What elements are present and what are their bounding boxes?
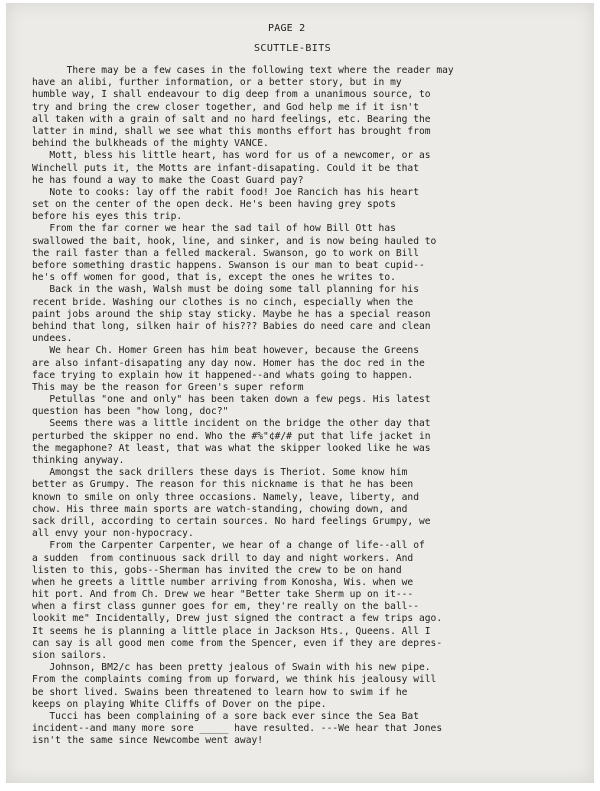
text-line: better as Grumpy. The reason for this nickname is that he has been — [32, 479, 414, 491]
text-line: when a first class gunner goes for em, they're really on the ball-- — [32, 601, 419, 613]
column-title: SCUTTLE-BITS — [254, 43, 332, 54]
text-line: paint jobs around the ship stay sticky. Maybe he has a special reason — [32, 308, 431, 320]
text-line: isn't the same since Newcombe went away! — [32, 735, 264, 747]
text-line: incident--and many more sore _____ have resulted. ---We hear that Jones — [32, 723, 443, 735]
text-line: From the Carpenter Carpenter, we hear of a change of life--all of — [32, 540, 425, 552]
text-line: be short lived. Swains been threatened to learn how to swim if he — [32, 686, 408, 698]
text-line: listen to this, gobs--Sherman has invited the crew to be on hand — [32, 564, 402, 576]
text-line: try and bring the crew closer together, and God help me if it isn't — [32, 101, 419, 113]
text-line: latter in mind, shall we see what this months effort has brought from — [32, 125, 431, 137]
text-line: the megaphone? At least, that was what the skipper looked like he was — [32, 442, 431, 454]
text-line: are also infant-disapating any day now. Homer has the doc red in the — [32, 357, 425, 369]
text-line: This may be the reason for Green's super reform — [32, 381, 304, 393]
body-text — [32, 65, 584, 748]
text-line: Amongst the sack drillers these days is Theriot. Some know him — [32, 467, 408, 479]
text-line: he's off women for good, that is, except the ones he writes to. — [32, 272, 396, 284]
text-line: keeps on playing White Cliffs of Dover on the pipe. — [32, 698, 327, 710]
text-line: known to smile on only three occasions. Namely, leave, liberty, and — [32, 491, 419, 503]
typed-page — [6, 3, 594, 783]
text-line: recent bride. Washing our clothes is no cinch, especially when the — [32, 296, 414, 308]
text-line: Johnson, BM2/c has been pretty jealous of Swain with his new pipe. — [32, 662, 431, 674]
text-line: Note to cooks: lay off the rabit food! Joe Rancich has his heart — [32, 186, 419, 198]
page-number: PAGE 2 — [268, 23, 306, 34]
text-line: We hear Ch. Homer Green has him beat however, because the Greens — [32, 345, 419, 357]
text-line: From the complaints coming from up forward, we think his jealousy will — [32, 674, 437, 686]
text-line: sack drill, according to certain sources. No hard feelings Grumpy, we — [32, 515, 431, 527]
text-line: a sudden from continuous sack drill to day and night workers. And — [32, 552, 414, 564]
text-line: Tucci has been complaining of a sore back ever since the Sea Bat — [32, 710, 419, 722]
text-line: when he greets a little number arriving from Konosha, Wis. when we — [32, 576, 414, 588]
text-line: before something drastic happens. Swanson is our man to beat cupid-- — [32, 260, 425, 271]
text-line: perturbed the skipper no end. Who the #%"¢#/# put that life jacket in — [32, 430, 431, 442]
text-line: chow. His three main sports are watch-standing, chowing down, and — [32, 503, 408, 515]
text-line: lookit me" Incidentally, Drew just signed the contract a few trips ago. — [32, 613, 443, 625]
text-line: question has been "how long, doc?" — [32, 406, 229, 418]
text-line: Winchell puts it, the Motts are infant-disapating. Could it be that — [32, 162, 419, 174]
text-line: have an alibi, further information, or a better story, but in my — [32, 77, 402, 89]
text-line: face trying to explain how it happened--and whats going to happen. — [32, 369, 414, 381]
text-line: From the far corner we hear the sad tail of how Bill Ott has — [32, 223, 396, 235]
text-line: behind that long, silken hair of his??? Babies do need care and clean — [32, 320, 431, 332]
text-line: hit port. And from Ch. Drew we hear "Better take Sherm up on it--- — [32, 589, 414, 601]
text-line: humble way, I shall endeavour to dig deep from a unanimous source, to — [32, 89, 431, 101]
text-line: It seems he is planning a little place in Jackson Hts., Queens. All I — [32, 625, 431, 637]
text-line: set on the center of the open deck. He's been having grey spots — [32, 199, 396, 211]
text-line: before his eyes this trip. — [32, 211, 183, 223]
text-line: sion sailors. — [32, 650, 108, 661]
text-line: the rail faster than a felled mackeral. Swanson, go to work on Bill — [32, 247, 419, 259]
text-line: Seems there was a little incident on the bridge the other day that — [32, 418, 431, 430]
text-line: can say is all good men come from the Spencer, even if they are depres- — [32, 637, 443, 649]
text-line: swallowed the bait, hook, line, and sinker, and is now being hauled to — [32, 235, 437, 247]
text-line: all taken with a grain of salt and no hard feelings, etc. Bearing the — [32, 113, 431, 125]
text-line: behind the bulkheads of the mighty VANCE. — [32, 138, 269, 150]
text-line: all envy your non-hypocracy. — [32, 528, 194, 540]
text-line: thinking anyway. — [32, 455, 125, 466]
text-line: Mott, bless his little heart, has word for us of a newcomer, or as — [32, 150, 431, 162]
text-line: undees. — [32, 333, 73, 345]
text-line: he has found a way to make the Coast Guard pay? — [32, 174, 304, 186]
text-line: Back in the wash, Walsh must be doing some tall planning for his — [32, 284, 419, 296]
text-line: There may be a few cases in the following text where the reader may — [32, 65, 454, 76]
text-line: Petullas "one and only" has been taken down a few pegs. His latest — [32, 394, 431, 406]
